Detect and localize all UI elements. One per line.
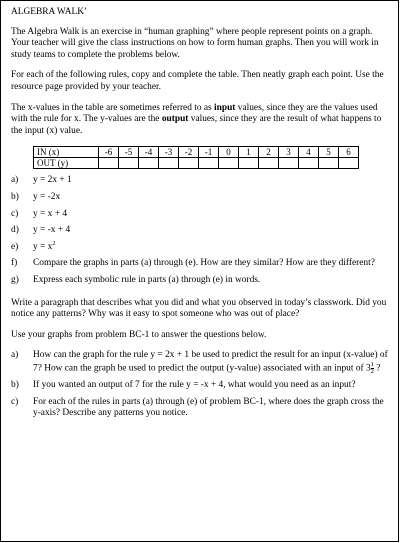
rule-item-g: g) Express each symbolic rule in parts (a) through (e) in words. xyxy=(11,274,261,285)
rule-item-d: d) y = -x + 4 xyxy=(11,225,71,236)
out-cell xyxy=(219,158,239,169)
in-cell: -3 xyxy=(159,147,179,158)
rule-item-c: c) y = x + 4 xyxy=(11,208,68,219)
use-graphs-instruction: Use your graphs from problem BC-1 to answer the questions below. xyxy=(11,329,267,340)
intro-paragraph: The Algebra Walk is an exercise in “human graphing” where people represent points on a graph. Your teacher will give the class instructions on how to form human graphs. Then you will work in study teams to complete the problems below. xyxy=(11,26,379,60)
in-cell: 1 xyxy=(239,147,259,158)
rule-item-e: e) $y = x^2$ xyxy=(11,240,56,252)
out-cell xyxy=(339,158,359,169)
in-cell: 3 xyxy=(279,147,299,158)
out-cell xyxy=(199,158,219,169)
title-mark: ’ xyxy=(84,7,88,17)
rule-item-f: f) Compare the graphs in parts (a) through (e). How are they similar? How are they different? xyxy=(11,258,375,269)
question-a: a) How can the graph for the rule y = 2x + 1 be used to predict the result for an input (x-value) of 7? How can the graph be used to predict the output (y-value) associated with an input of 3 $\frac{1}{2}$ ? xyxy=(11,350,388,375)
title-text: ALGEBRA WALK xyxy=(11,7,85,17)
out-cell xyxy=(259,158,279,169)
question-c: c) For each of the rules in parts (a) through (e) of problem BC-1, where does the graph cross the y-axis? Describe any patterns you notice. xyxy=(11,396,384,419)
out-cell xyxy=(139,158,159,169)
in-cell: -1 xyxy=(199,147,219,158)
page-title xyxy=(11,7,388,19)
out-cell xyxy=(99,158,119,169)
in-cell: -5 xyxy=(119,147,139,158)
xy-explanation-paragraph: The x-values in the table are sometimes referred to as input values, since they are the values used with the rule for x. The y-values are the output values, since they are the result of what happens to the input (x) value. xyxy=(11,102,382,136)
out-row xyxy=(34,158,359,169)
out-header: OUT (y) xyxy=(34,158,99,169)
in-cell: -4 xyxy=(139,147,159,158)
input-term: input xyxy=(214,102,236,113)
in-cell: 5 xyxy=(319,147,339,158)
in-header: IN (x) xyxy=(34,147,99,158)
in-out-table xyxy=(33,146,359,169)
in-row xyxy=(34,147,359,158)
rule-item-b: b) y = -2x xyxy=(11,191,61,202)
out-cell xyxy=(239,158,259,169)
out-cell xyxy=(159,158,179,169)
out-cell xyxy=(119,158,139,169)
in-cell: 2 xyxy=(259,147,279,158)
in-cell: -2 xyxy=(179,147,199,158)
out-cell xyxy=(319,158,339,169)
fraction-one-half: $\frac{1}{2}$ xyxy=(370,360,374,375)
in-cell: 6 xyxy=(339,147,359,158)
instructions-paragraph: For each of the following rules, copy and complete the table. Then neatly graph each point. Use the resource page provided by your teacher. xyxy=(11,70,384,92)
in-cell: 0 xyxy=(219,147,239,158)
in-cell: -6 xyxy=(99,147,119,158)
out-cell xyxy=(279,158,299,169)
rule-item-a: a) y = 2x + 1 xyxy=(11,175,72,186)
out-cell xyxy=(299,158,319,169)
paragraph-task: Write a paragraph that describes what you did and what you observed in today’s classwork. Did you notice any patterns? Why was it easy to spot someone who was out of place? xyxy=(11,297,387,320)
output-term: output xyxy=(161,114,189,125)
in-cell: 4 xyxy=(299,147,319,158)
out-cell xyxy=(179,158,199,169)
question-b: b) If you wanted an output of 7 for the rule y = -x + 4, what would you need as an input? xyxy=(11,380,356,391)
exponent: 2 xyxy=(52,240,56,247)
